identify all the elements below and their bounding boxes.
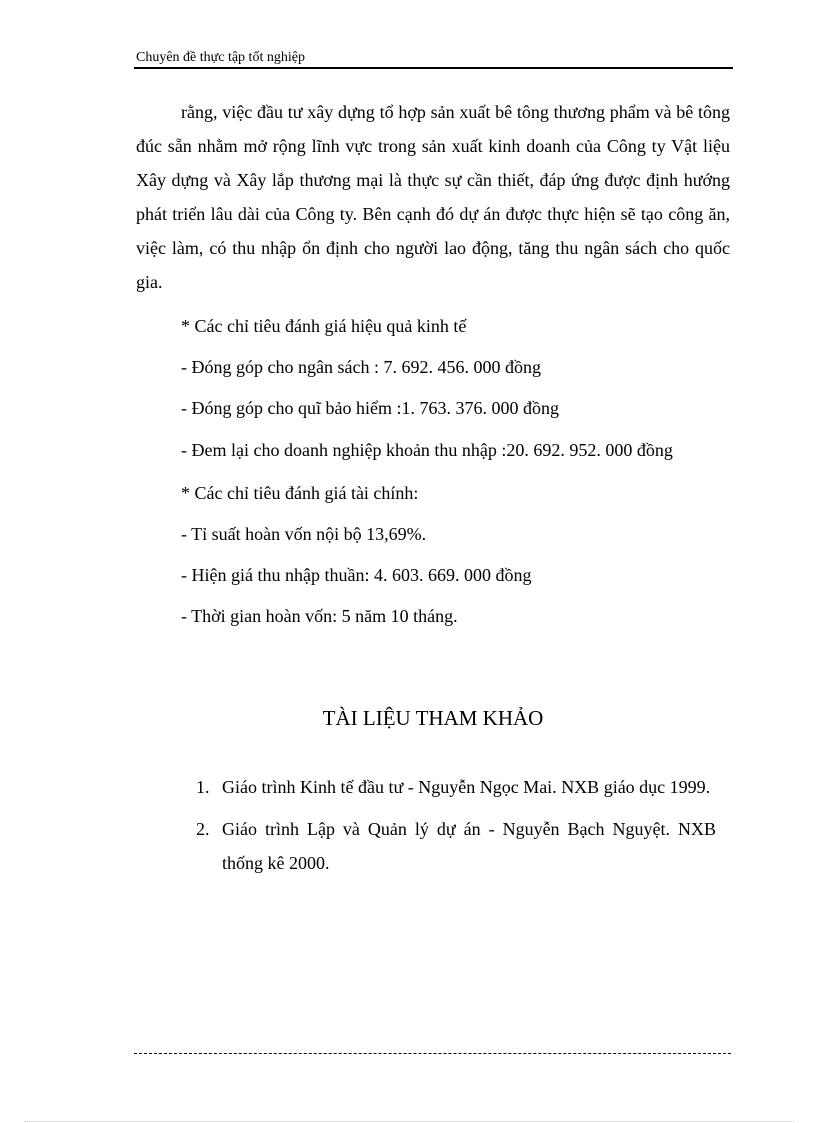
body-text xyxy=(136,95,730,637)
financial-item-payback: - Thời gian hoàn vốn: 5 năm 10 tháng. xyxy=(181,606,458,626)
reference-text: Giáo trình Lập và Quản lý dự án - Nguyễn Bạch Nguyệt. NXB thống kê 2000. xyxy=(222,819,716,873)
economic-indicators-heading: * Các chỉ tiêu đánh giá hiệu quả kinh tế xyxy=(181,316,467,336)
reference-number: 2. xyxy=(196,819,210,839)
financial-item-npv: - Hiện giá thu nhập thuần: 4. 603. 669. 000 đồng xyxy=(181,565,532,585)
header-rule xyxy=(134,67,733,69)
reference-item xyxy=(196,812,716,880)
running-header xyxy=(136,48,732,68)
footer-rule xyxy=(134,1053,731,1054)
header-title: Chuyên đề thực tập tốt nghiệp xyxy=(136,50,305,65)
reference-text: Giáo trình Kinh tế đầu tư - Nguyễn Ngọc Mai. NXB giáo dục 1999. xyxy=(222,777,711,797)
financial-indicators-heading: * Các chỉ tiêu đánh giá tài chính: xyxy=(181,483,419,503)
economic-item-budget: - Đóng góp cho ngân sách : 7. 692. 456. 000 đồng xyxy=(181,357,541,377)
reference-number: 1. xyxy=(196,777,210,797)
intro-paragraph: rằng, việc đầu tư xây dựng tổ hợp sản xuất bê tông thương phẩm và bê tông đúc sẵn nhằm mở rộng lĩnh vực trong sản xuất kinh doanh của Công ty Vật liệu Xây dựng và Xây lắp thương mại là thực sự cần thiết, đáp ứng được định hướng phát triển lâu dài của Công ty. Bên cạnh đó dự án được thực hiện sẽ tạo công ăn, việc làm, có thu nhập ổn định cho người lao động, tăng thu ngân sách cho quốc gia. xyxy=(136,102,730,292)
references-title: TÀI LIỆU THAM KHẢO xyxy=(322,706,544,730)
reference-item xyxy=(196,770,716,804)
economic-item-income: - Đem lại cho doanh nghiệp khoản thu nhập :20. 692. 952. 000 đồng xyxy=(181,440,673,460)
page-bottom-border xyxy=(24,1121,794,1122)
references-list xyxy=(196,770,716,888)
financial-item-irr: - Tỉ suất hoàn vốn nội bộ 13,69%. xyxy=(181,524,427,544)
economic-item-insurance: - Đóng góp cho quĩ bảo hiểm :1. 763. 376. 000 đồng xyxy=(181,398,559,418)
